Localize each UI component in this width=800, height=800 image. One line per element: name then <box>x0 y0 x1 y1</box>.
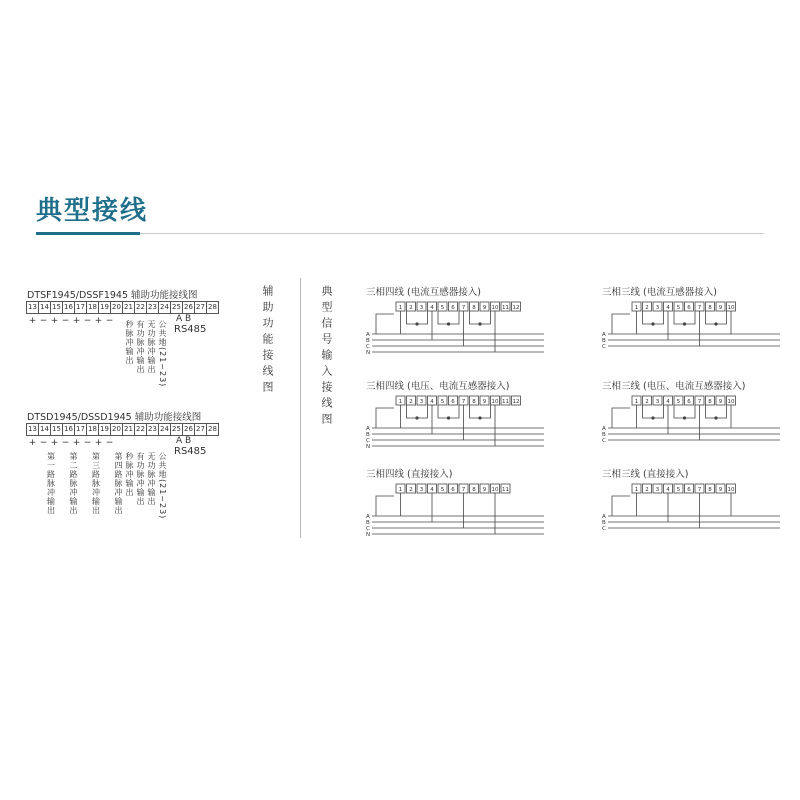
frame-wire <box>612 408 630 428</box>
terminal-number: 3 <box>655 487 660 493</box>
terminal-number: 2 <box>645 305 649 311</box>
terminal-label: 秒脉冲输出 <box>125 320 134 365</box>
polarity-sign: − <box>61 438 70 448</box>
terminal-label: 无功脉冲输出 <box>147 452 156 506</box>
terminal-number: 3 <box>419 399 424 405</box>
terminal-box: 15 <box>50 301 63 314</box>
phase-label: C <box>602 344 606 350</box>
ct-loop <box>674 405 695 418</box>
terminal-box: 19 <box>98 301 111 314</box>
terminal-number: 7 <box>461 399 466 405</box>
ct-loop <box>438 311 459 324</box>
ct-loop <box>470 311 491 324</box>
terminal-box: 13 <box>26 301 39 314</box>
terminal-box: 28 <box>206 423 219 436</box>
block1-rs485-label: RS485 <box>174 324 207 335</box>
terminal-box: 19 <box>98 423 111 436</box>
phase-label: C <box>366 344 370 350</box>
terminal-number: 10 <box>491 487 499 493</box>
terminal-box: 22 <box>134 423 147 436</box>
terminal-number: 4 <box>430 305 434 311</box>
terminal-number: 10 <box>491 305 499 311</box>
terminal-box: 23 <box>146 423 159 436</box>
terminal-box: 17 <box>74 423 87 436</box>
terminal-number: 4 <box>430 487 434 493</box>
junction-dot <box>447 416 450 419</box>
ct-loop <box>438 405 459 418</box>
polarity-sign: + <box>50 438 59 448</box>
phase-label: A <box>602 332 606 338</box>
terminal-label: 公共地(21~23) <box>158 452 167 520</box>
terminal-number: 12 <box>512 399 520 405</box>
polarity-sign: + <box>72 438 81 448</box>
ct-loop <box>674 311 695 324</box>
block2-model-title: DTSD1945/DSSD1945 辅助功能接线图 <box>27 412 202 423</box>
terminal-number: 8 <box>472 305 476 311</box>
terminal-number: 1 <box>398 399 403 405</box>
terminal-number: 8 <box>472 487 476 493</box>
polarity-sign: − <box>39 438 48 448</box>
polarity-sign: − <box>105 316 114 326</box>
block2-ab-label: A B <box>176 436 192 446</box>
terminal-box: 18 <box>86 301 99 314</box>
phase-label: C <box>602 526 606 532</box>
terminal-box: 26 <box>182 423 195 436</box>
terminal-number: 2 <box>409 487 413 493</box>
frame-wire <box>376 496 394 516</box>
phase-label: N <box>366 532 371 538</box>
frame-wire <box>612 314 630 334</box>
terminal-label: 第三路脉冲输出 <box>91 452 101 515</box>
ct-loop <box>407 311 428 324</box>
polarity-sign: + <box>28 438 37 448</box>
terminal-number: 5 <box>440 487 445 493</box>
terminal-number: 10 <box>491 399 499 405</box>
terminal-box: 17 <box>74 301 87 314</box>
aux-heading: 辅助功能接线图 <box>261 285 274 397</box>
diagram-title-1: 三相四线 (电流互感器接入) <box>366 287 481 298</box>
terminal-number: 8 <box>708 487 712 493</box>
terminal-number: 2 <box>645 399 649 405</box>
terminal-number: 6 <box>687 487 691 493</box>
terminal-label: 第四路脉冲输出 <box>114 452 123 515</box>
terminal-number: 6 <box>687 399 691 405</box>
terminal-box: 13 <box>26 423 39 436</box>
terminal-number: 5 <box>440 305 445 311</box>
terminal-number: 5 <box>676 305 681 311</box>
phase-label: B <box>366 520 370 526</box>
junction-dot <box>415 416 418 419</box>
block1-ab-label: A B <box>176 314 192 324</box>
terminal-box: 24 <box>158 301 171 314</box>
terminal-number: 6 <box>687 305 691 311</box>
terminal-box: 28 <box>206 301 219 314</box>
terminal-number: 1 <box>634 487 639 493</box>
terminal-number: 2 <box>645 487 649 493</box>
terminal-box: 24 <box>158 423 171 436</box>
diagram-title-5: 三相四线 (直接接入) <box>366 469 453 480</box>
terminal-number: 3 <box>419 305 424 311</box>
terminal-number: 10 <box>727 305 735 311</box>
terminal-label: 有功脉冲输出 <box>136 320 145 374</box>
terminal-box: 21 <box>122 301 135 314</box>
frame-wire <box>376 408 394 428</box>
ct-loop <box>407 405 428 418</box>
typical-heading: 典型信号输入接线图 <box>320 285 333 429</box>
phase-label: C <box>602 438 606 444</box>
terminal-number: 3 <box>655 399 660 405</box>
terminal-number: 7 <box>697 487 702 493</box>
phase-label: C <box>366 526 370 532</box>
terminal-box: 14 <box>38 301 51 314</box>
terminal-box: 27 <box>194 423 207 436</box>
terminal-box: 20 <box>110 301 123 314</box>
terminal-number: 7 <box>697 305 702 311</box>
terminal-number: 10 <box>727 487 735 493</box>
phase-label: A <box>366 426 370 432</box>
phase-label: N <box>366 444 371 450</box>
terminal-box: 22 <box>134 301 147 314</box>
terminal-number: 10 <box>727 399 735 405</box>
polarity-sign: − <box>83 438 92 448</box>
diagram-title-4: 三相三线 (电压、电流互感器接入) <box>602 381 746 392</box>
terminal-number: 9 <box>482 487 487 493</box>
junction-dot <box>478 416 481 419</box>
terminal-number: 7 <box>461 487 466 493</box>
terminal-number: 4 <box>666 305 670 311</box>
page-title: 典型接线 <box>36 196 149 226</box>
polarity-sign: − <box>83 316 92 326</box>
junction-dot <box>651 416 654 419</box>
junction-dot <box>415 322 418 325</box>
terminal-label: 秒脉冲输出 <box>125 452 134 497</box>
terminal-number: 6 <box>451 487 455 493</box>
terminal-number: 5 <box>676 399 681 405</box>
terminal-number: 9 <box>482 399 487 405</box>
phase-label: C <box>366 438 370 444</box>
terminal-number: 8 <box>708 399 712 405</box>
polarity-sign: + <box>94 438 103 448</box>
terminal-number: 1 <box>398 487 403 493</box>
phase-label: A <box>602 514 606 520</box>
terminal-box: 16 <box>62 301 75 314</box>
terminal-box: 27 <box>194 301 207 314</box>
terminal-box: 25 <box>170 301 183 314</box>
terminal-number: 9 <box>718 305 723 311</box>
terminal-box: 14 <box>38 423 51 436</box>
terminal-number: 4 <box>430 399 434 405</box>
terminal-number: 3 <box>419 487 424 493</box>
junction-dot <box>478 322 481 325</box>
terminal-number: 6 <box>451 399 455 405</box>
phase-label: B <box>366 432 370 438</box>
terminal-box: 18 <box>86 423 99 436</box>
ct-loop <box>706 405 727 418</box>
phase-label: B <box>366 338 370 344</box>
terminal-box: 20 <box>110 423 123 436</box>
terminal-number: 3 <box>655 305 660 311</box>
polarity-sign: − <box>39 316 48 326</box>
terminal-label: 第一路脉冲输出 <box>46 452 56 515</box>
phase-label: A <box>366 332 370 338</box>
junction-dot <box>447 322 450 325</box>
polarity-sign: − <box>105 438 114 448</box>
terminal-number: 7 <box>697 399 702 405</box>
terminal-number: 5 <box>676 487 681 493</box>
block1-model-title: DTSF1945/DSSF1945 辅助功能接线图 <box>27 290 198 301</box>
terminal-number: 9 <box>482 305 487 311</box>
terminal-number: 1 <box>398 305 403 311</box>
terminal-number: 5 <box>440 399 445 405</box>
terminal-number: 9 <box>718 487 723 493</box>
terminal-label: 有功脉冲输出 <box>136 452 145 506</box>
terminal-number: 4 <box>666 399 670 405</box>
terminal-number: 6 <box>451 305 455 311</box>
ct-loop <box>643 405 664 418</box>
terminal-box: 15 <box>50 423 63 436</box>
terminal-box: 16 <box>62 423 75 436</box>
terminal-box: 26 <box>182 301 195 314</box>
phase-label: N <box>366 350 371 356</box>
junction-dot <box>714 416 717 419</box>
phase-label: B <box>602 432 606 438</box>
terminal-number: 8 <box>472 399 476 405</box>
terminal-number: 2 <box>409 399 413 405</box>
phase-label: B <box>602 338 606 344</box>
diagram-title-3: 三相四线 (电压、电流互感器接入) <box>366 381 510 392</box>
ct-loop <box>643 311 664 324</box>
terminal-number: 12 <box>512 305 520 311</box>
junction-dot <box>651 322 654 325</box>
terminal-number: 8 <box>708 305 712 311</box>
frame-wire <box>376 314 394 334</box>
junction-dot <box>714 322 717 325</box>
terminal-box: 21 <box>122 423 135 436</box>
junction-dot <box>683 322 686 325</box>
terminal-box: 23 <box>146 301 159 314</box>
frame-wire <box>612 496 630 516</box>
polarity-sign: + <box>28 316 37 326</box>
polarity-sign: + <box>50 316 59 326</box>
terminal-box: 25 <box>170 423 183 436</box>
phase-label: A <box>602 426 606 432</box>
terminal-number: 4 <box>666 487 670 493</box>
terminal-label: 无功脉冲输出 <box>147 320 156 374</box>
terminal-label: 第二路脉冲输出 <box>69 452 78 515</box>
diagram-title-6: 三相三线 (直接接入) <box>602 469 689 480</box>
junction-dot <box>683 416 686 419</box>
terminal-number: 11 <box>502 305 509 311</box>
diagram-title-2: 三相三线 (电流互感器接入) <box>602 287 717 298</box>
terminal-number: 11 <box>502 487 509 493</box>
terminal-number: 7 <box>461 305 466 311</box>
phase-label: B <box>602 520 606 526</box>
block2-rs485-label: RS485 <box>174 446 207 457</box>
terminal-label: 公共地(21~23) <box>158 320 167 388</box>
terminal-number: 1 <box>634 305 639 311</box>
terminal-number: 11 <box>502 399 509 405</box>
terminal-number: 2 <box>409 305 413 311</box>
terminal-number: 1 <box>634 399 639 405</box>
phase-label: A <box>366 514 370 520</box>
terminal-number: 9 <box>718 399 723 405</box>
polarity-sign: + <box>72 316 81 326</box>
polarity-sign: + <box>94 316 103 326</box>
ct-loop <box>470 405 491 418</box>
ct-loop <box>706 311 727 324</box>
polarity-sign: − <box>61 316 70 326</box>
